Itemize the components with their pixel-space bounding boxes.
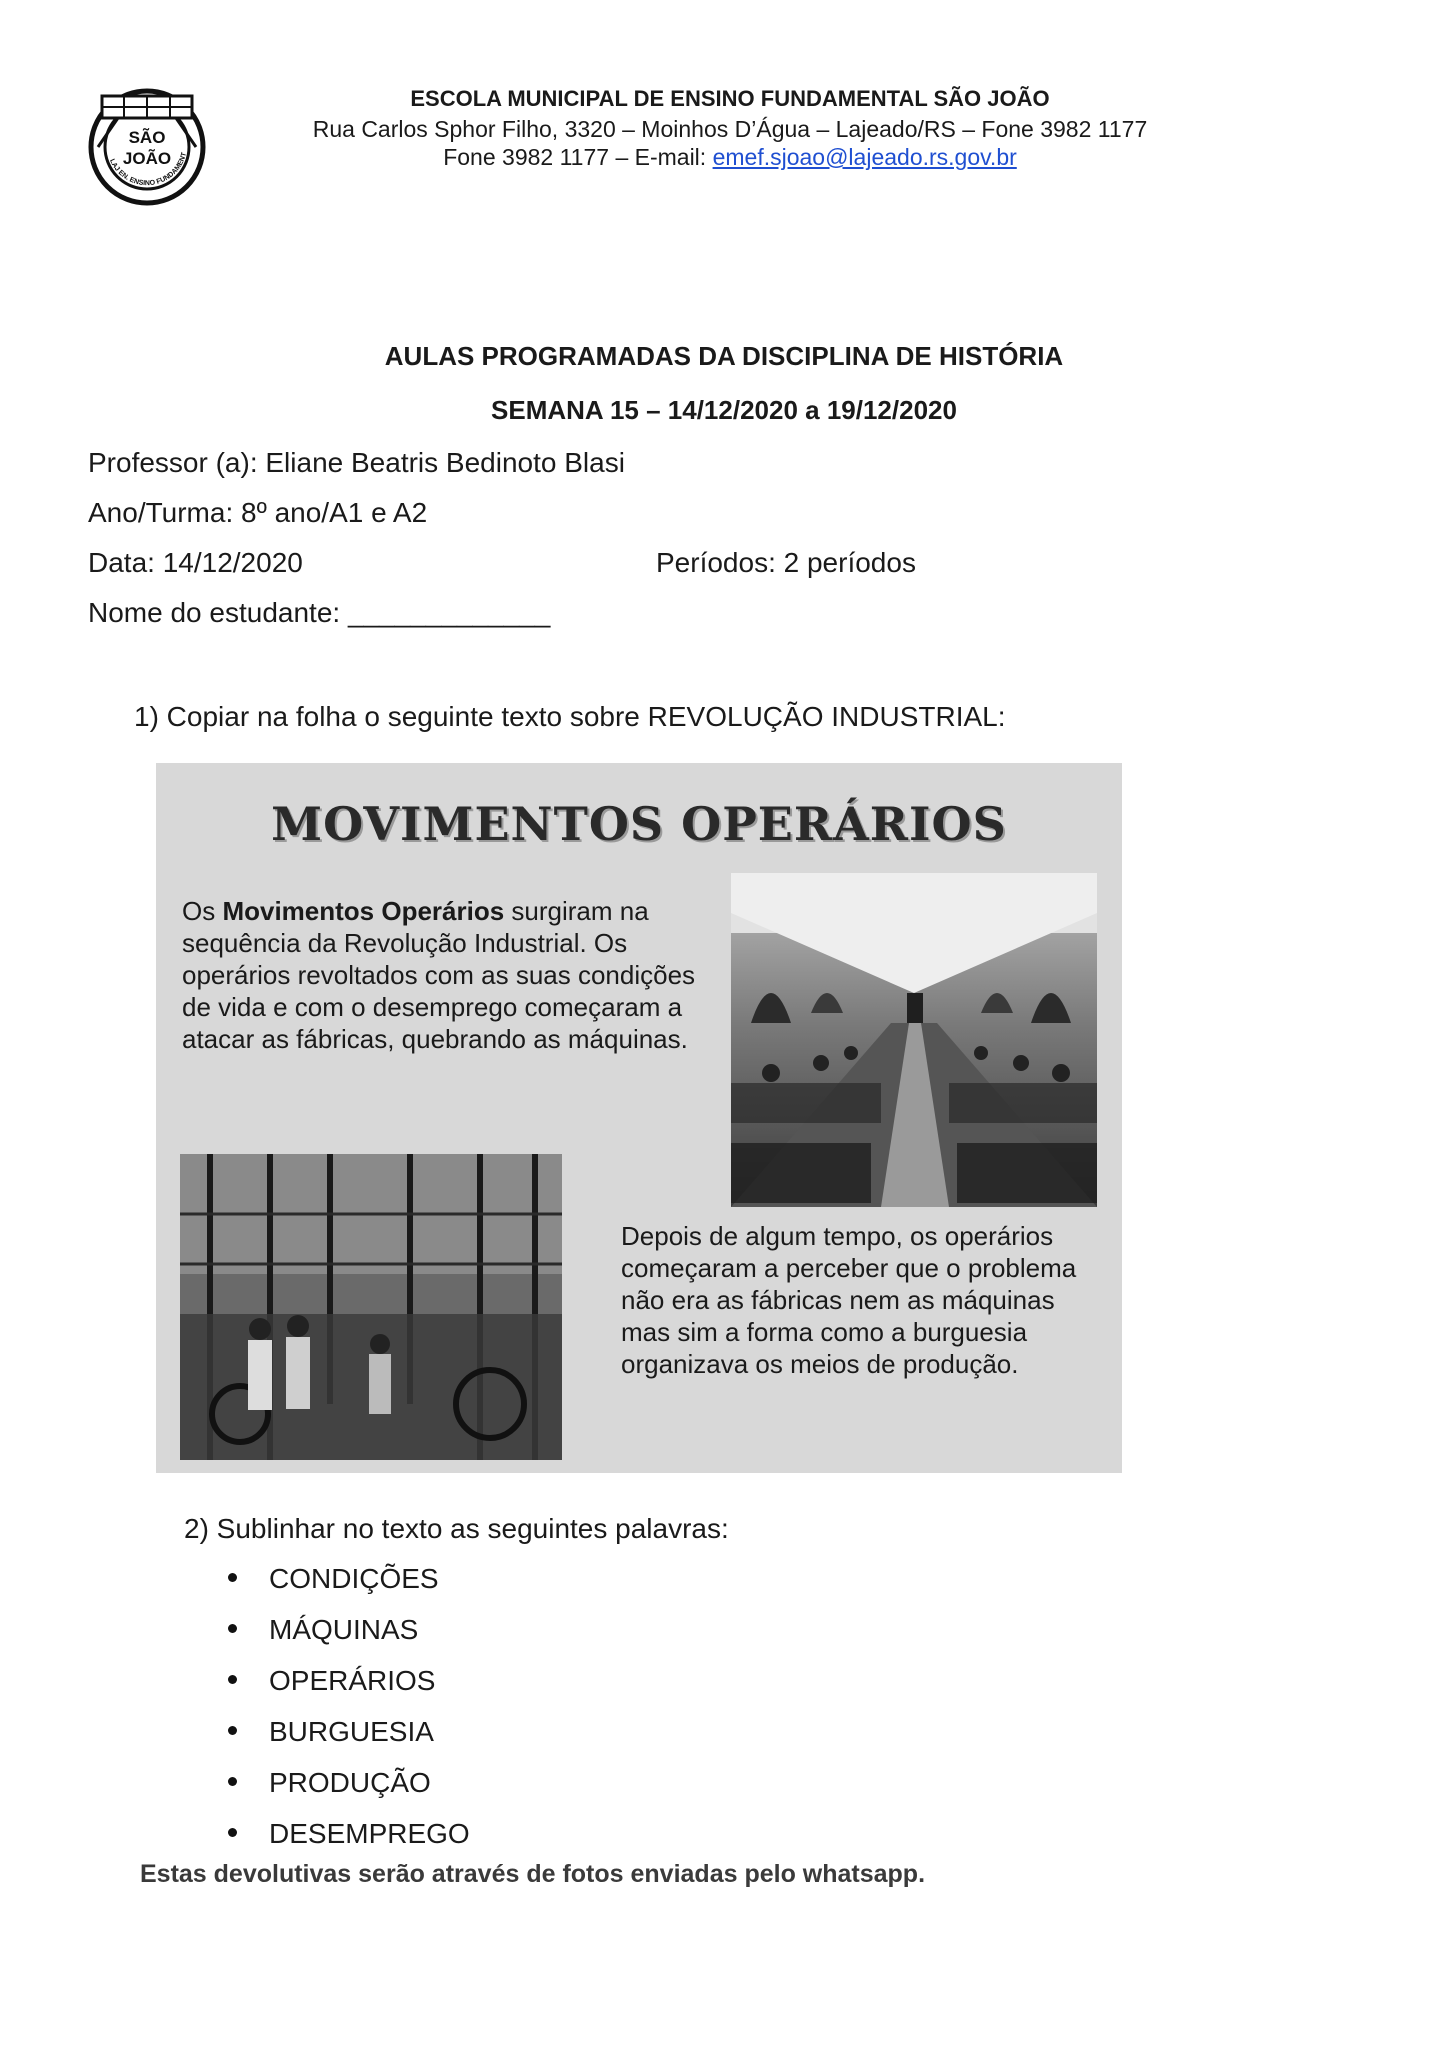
- svg-text:SÃO: SÃO: [128, 128, 166, 147]
- bullet-icon: [228, 1828, 237, 1837]
- week-title: SEMANA 15 – 14/12/2020 a 19/12/2020: [491, 395, 957, 425]
- question-1: 1) Copiar na folha o seguinte texto sobre REVOLUÇÃO INDUSTRIAL:: [134, 701, 1006, 732]
- poster-paragraph-2: Depois de algum tempo, os operários começaram a perceber que o problema não era as fábricas nem as máquinas mas sim a forma como a burguesia organizava os meios de produção.: [621, 1221, 1077, 1379]
- list-item: [228, 1614, 418, 1646]
- date-line: Data: 14/12/2020: [88, 547, 303, 578]
- school-name: ESCOLA MUNICIPAL DE ENSINO FUNDAMENTAL SÃO JOÃO: [410, 86, 1050, 111]
- word-label: MÁQUINAS: [269, 1614, 419, 1645]
- bullet-icon: [228, 1675, 237, 1684]
- word-label: CONDIÇÕES: [269, 1563, 439, 1594]
- list-item: [228, 1716, 434, 1748]
- contact-prefix: Fone 3982 1177 – E-mail:: [443, 144, 713, 170]
- word-label: DESEMPREGO: [269, 1818, 470, 1849]
- poster-p1-rest: surgiram na sequência da Revolução Industrial. Os operários revoltados com as suas condições de vida e com o desemprego começaram a atacar as fábricas, quebrando as máquinas.: [182, 896, 696, 1054]
- email-link[interactable]: emef.sjoao@lajeado.rs.gov.br: [712, 144, 1017, 170]
- school-contact: [250, 144, 1210, 171]
- poster-image: [156, 763, 1122, 1473]
- list-item: [228, 1767, 431, 1799]
- list-item: [228, 1818, 470, 1850]
- loom-room-photo: [180, 1154, 562, 1460]
- school-address: Rua Carlos Sphor Filho, 3320 – Moinhos D’Água – Lajeado/RS – Fone 3982 1177: [312, 116, 1148, 142]
- factory-hall-photo: [731, 873, 1097, 1207]
- school-logo: [88, 88, 206, 206]
- document-title: AULAS PROGRAMADAS DA DISCIPLINA DE HISTÓRIA: [384, 341, 1064, 371]
- poster-title: MOVIMENTOS OPERÁRIOS: [271, 797, 1007, 851]
- word-label: BURGUESIA: [269, 1716, 434, 1747]
- poster-p1-bold: Movimentos Operários: [222, 896, 505, 926]
- bullet-icon: [228, 1726, 237, 1735]
- word-label: OPERÁRIOS: [269, 1665, 436, 1696]
- turma-line: Ano/Turma: 8º ano/A1 e A2: [88, 497, 428, 528]
- bullet-icon: [228, 1777, 237, 1786]
- periods-line: Períodos: 2 períodos: [656, 547, 916, 578]
- list-item: [228, 1665, 435, 1697]
- poster-p1-start: Os: [182, 896, 223, 926]
- footer-note: Estas devolutivas serão através de fotos enviadas pelo whatsapp.: [140, 1860, 926, 1888]
- bullet-icon: [228, 1624, 237, 1633]
- poster-paragraph-1: [182, 895, 722, 1055]
- student-name-line: Nome do estudante: _____________: [88, 597, 551, 628]
- svg-text:JOÃO: JOÃO: [122, 149, 172, 168]
- bullet-icon: [228, 1573, 237, 1582]
- professor-line: Professor (a): Eliane Beatris Bedinoto Blasi: [88, 447, 625, 478]
- question-2: 2) Sublinhar no texto as seguintes palavras:: [184, 1513, 729, 1544]
- word-label: PRODUÇÃO: [269, 1767, 431, 1798]
- svg-text:LAJ EN. ENSINO FUNDAMENTAL: LAJ EN. ENSINO FUNDAMENT: [108, 152, 189, 188]
- list-item: [228, 1563, 439, 1595]
